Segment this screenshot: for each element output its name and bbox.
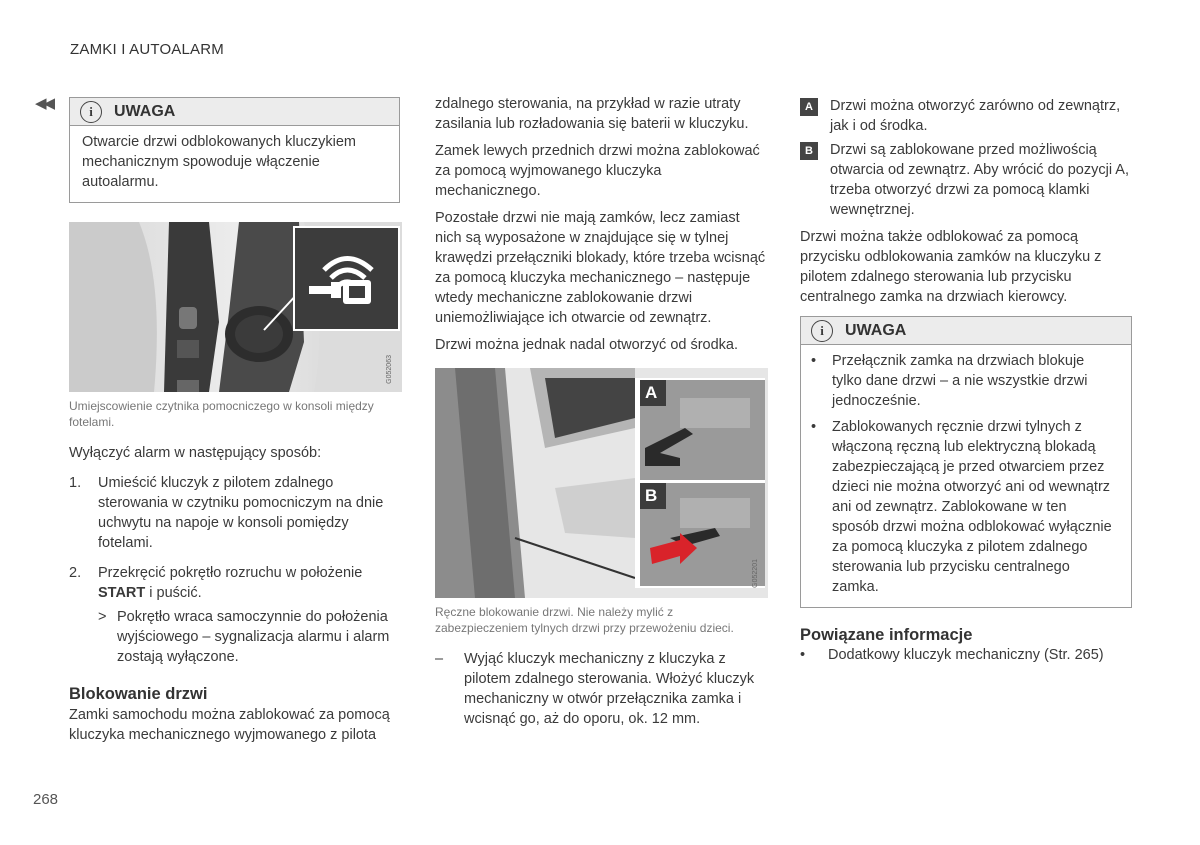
paragraph: Drzwi można jednak nadal otworzyć od środka.	[435, 337, 739, 353]
position-a-text: Drzwi można otworzyć zarówno od zewnątrz, jak i od środka.	[830, 98, 1121, 134]
position-a-item	[800, 96, 1132, 136]
related-link[interactable]: Dodatkowy kluczyk mechaniczny (Str. 265)	[828, 647, 1104, 663]
warning-box	[800, 316, 1132, 608]
image-caption: Ręczne blokowanie drzwi. Nie należy mylić z zabezpieczeniem tylnych drzwi przy przewożeniu dzieci.	[435, 605, 734, 635]
door-lock-image	[435, 368, 768, 598]
step-number: 2.	[69, 565, 82, 581]
warning-header	[801, 317, 1131, 345]
warning-header	[70, 98, 399, 126]
result-text: Pokrętło wraca samoczynnie do położenia wyjściowego – sygnalizacja alarmu i alarm zostają wyłączone.	[117, 609, 390, 665]
paragraph: zdalnego sterowania, na przykład w razie utraty zasilania lub rozładowania się baterii w kluczyku.	[435, 96, 749, 132]
warning-title: UWAGA	[845, 321, 907, 339]
info-icon: i	[80, 101, 102, 123]
related-heading: Powiązane informacje	[800, 626, 973, 644]
warning-title: UWAGA	[114, 102, 176, 120]
warning-item-text: Przełącznik zamka na drzwiach blokuje tylko dane drzwi – a nie wszystkie drzwi jednocześnie.	[832, 353, 1088, 409]
step-number: 1.	[69, 475, 82, 491]
previous-page-icon[interactable]: ◀◀	[35, 95, 53, 112]
warning-item-text: Zablokowanych ręcznie drzwi tylnych z włączoną ręczną lub elektryczną blokadą zabezpieczającą je przed otwarciem przez dzieci nie można otworzyć ani od wewnątrz ani od zewnątrz. Zablokowane w ten sposób drzwi można odblokować wyłącznie za pomocą kluczyka z pilotem zdalnego sterowania lub przycisku centralnego zamka.	[832, 419, 1112, 595]
position-a-badge: A	[800, 98, 818, 116]
step-1	[69, 473, 400, 553]
step-text: Umieścić kluczyk z pilotem zdalnego sterowania w czytniku pomocniczym na dnie uchwytu na napoje w konsoli pomiędzy fotelami.	[98, 475, 384, 551]
section-header: ZAMKI I AUTOALARM	[70, 41, 224, 58]
step-text: Przekręcić pokrętło rozruchu w położenie START i puścić.	[98, 565, 363, 601]
warning-item: • Zablokowanych ręcznie drzwi tylnych z włączoną ręczną lub elektryczną blokadą zabezpieczającą je przed otwarciem przez dzieci nie można otworzyć ani od wewnątrz ani od zewnątrz. Zablokowane w ten sposób drzwi można odblokować wyłącznie za pomocą kluczyka z pilotem zdalnego sterowania lub przycisku centralnego zamka.	[801, 417, 1117, 597]
console-image	[69, 222, 402, 392]
image-caption: Umiejscowienie czytnika pomocniczego w konsoli między fotelami.	[69, 399, 374, 429]
warning-text: Otwarcie drzwi odblokowanych kluczykiem mechanicznym spowoduje włączenie autoalarmu.	[82, 134, 356, 190]
warning-box	[69, 97, 400, 203]
door-lock-illustration	[435, 368, 768, 598]
column-2	[435, 94, 767, 729]
column-1	[69, 97, 400, 745]
result-marker: >	[98, 609, 107, 625]
section-paragraph: Zamki samochodu można zablokować za pomocą kluczyka mechanicznego wyjmowanego z pilota	[69, 707, 390, 743]
info-icon: i	[811, 320, 833, 342]
intro-text: Wyłączyć alarm w następujący sposób:	[69, 445, 322, 461]
instruction-item	[435, 649, 767, 729]
warning-item: • Przełącznik zamka na drzwiach blokuje tylko dane drzwi – a nie wszystkie drzwi jednocześnie.	[801, 351, 1117, 411]
position-b-item	[800, 140, 1132, 220]
instruction-text: Wyjąć kluczyk mechaniczny z kluczyka z pilotem zdalnego sterowania. Włożyć kluczyk mechaniczny w otwór przełącznika zamka i wcisnąć go, aż do oporu, ok. 12 mm.	[464, 651, 755, 727]
position-a-label: A	[645, 383, 658, 402]
center-console-illustration	[69, 222, 402, 392]
position-b-text: Drzwi są zablokowane przed możliwością otwarcia od zewnątrz. Aby wrócić do pozycji A, trzeba otworzyć drzwi za pomocą klamki wewnętrznej.	[830, 142, 1129, 218]
start-key-label: START	[98, 585, 146, 601]
page-number: 268	[33, 791, 59, 808]
image-code: G052063	[386, 355, 393, 384]
dash-marker: –	[435, 651, 444, 667]
position-b-label: B	[645, 486, 658, 505]
paragraph: Zamek lewych przednich drzwi można zablokować za pomocą wyjmowanego kluczyka mechanicznego.	[435, 143, 760, 199]
paragraph: Drzwi można także odblokować za pomocą przycisku odblokowania zamków na kluczyku z pilotem zdalnego sterowania lub przycisku centralnego zamka na drzwiach kierowcy.	[800, 229, 1102, 305]
step-2	[69, 563, 400, 603]
image-code: G052201	[752, 559, 759, 588]
related-link-item[interactable]: • Dodatkowy kluczyk mechaniczny (Str. 265)	[800, 647, 1104, 663]
section-heading: Blokowanie drzwi	[69, 685, 208, 703]
step-result	[69, 607, 400, 667]
position-b-badge: B	[800, 142, 818, 160]
paragraph: Pozostałe drzwi nie mają zamków, lecz zamiast nich są wyposażone w znajdujące się w tylnej krawędzi przełączniki blokady, które trzeba wcisnąć za pomocą kluczyka mechanicznego – następuje wtedy mechaniczne zablokowanie drzwi uniemożliwiające ich otwarcie od zewnątrz.	[435, 210, 766, 326]
column-3	[800, 96, 1132, 665]
